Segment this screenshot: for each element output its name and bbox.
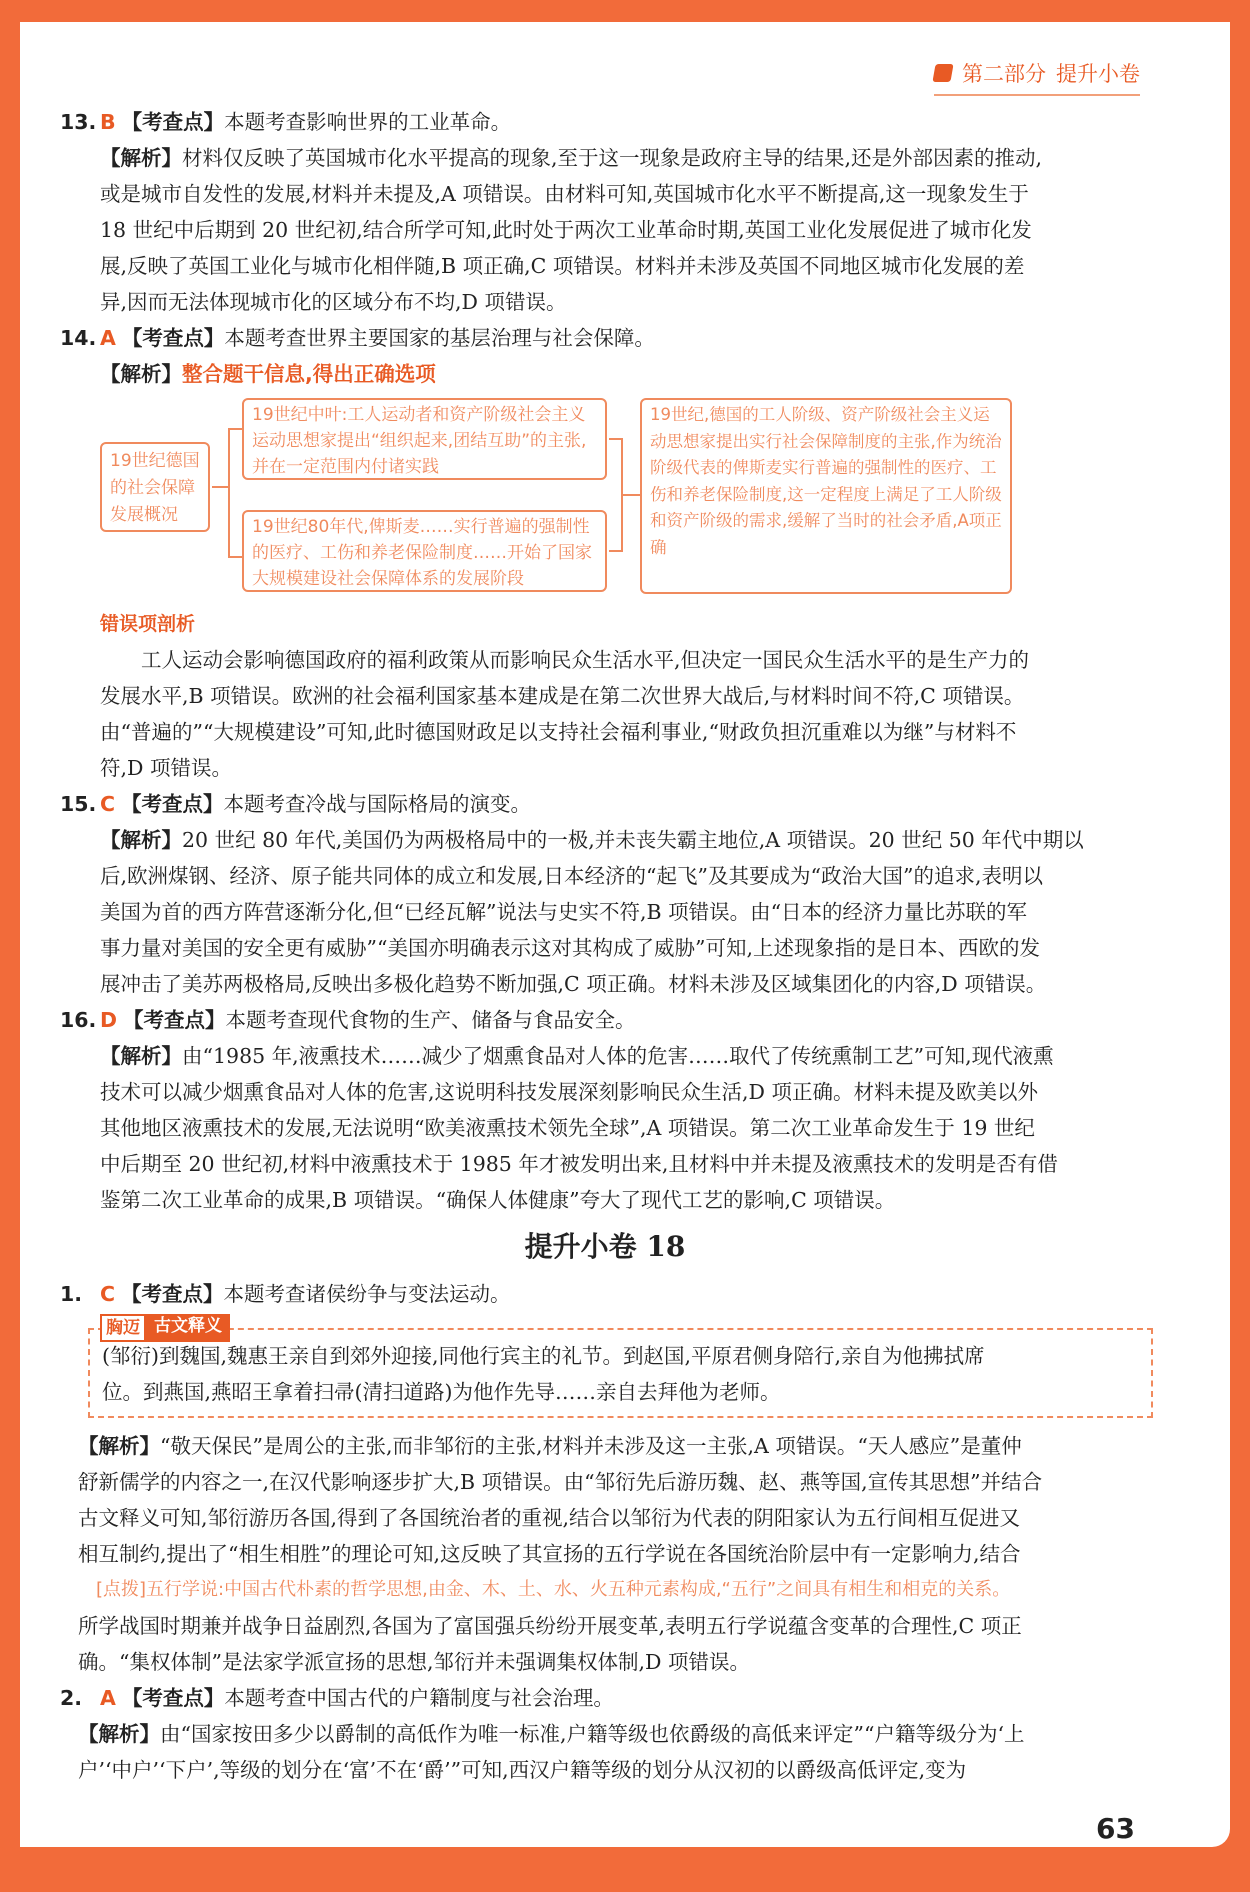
q16-line (60, 1038, 1150, 1074)
gloss-line: (邹衍)到魏国,魏惠王亲自到郊外迎接,同他行宾主的礼节。到赵国,平原君侧身陪行,亲自为他拂拭席 (102, 1344, 985, 1368)
diagram-connector (228, 428, 242, 430)
method-text: 整合题干信息,得出正确选项 (182, 362, 436, 386)
content (60, 104, 1150, 1788)
kp-label: 【考查点】 (121, 110, 225, 134)
answer-letter: B (100, 110, 116, 134)
answer-letter: A (100, 326, 116, 350)
q16-head (60, 1002, 1150, 1038)
kp-label: 【考查点】 (121, 1686, 225, 1710)
header-section: 提升小卷 (1056, 62, 1140, 86)
p1-line: 相互制约,提出了“相生相胜”的理论可知,这反映了其宣扬的五行学说在各国统治阶层中有一定影响力,结合 (78, 1542, 1021, 1566)
gloss-box (88, 1316, 1153, 1418)
q13-line: 18 世纪中后期到 20 世纪初,结合所学可知,此时处于两次工业革命时期,英国工业化发展促进了城市化发 (100, 218, 1032, 242)
p1-line: 古文释义可知,邹衍游历各国,得到了各国统治者的重视,结合以邹衍为代表的阴阳家认为五行间相互促进又 (78, 1506, 1021, 1530)
q14-method (60, 356, 1150, 392)
answer-letter: C (100, 792, 116, 816)
q13-line: 展,反映了英国工业化与城市化相伴随,B 项正确,C 项错误。材料并未涉及英国不同地区城市化发展的差 (100, 254, 1025, 278)
error-analysis-title: 错误项剖析 (100, 613, 196, 635)
q13-line: 或是城市自发性的发展,材料并未提及,A 项错误。由材料可知,英国城市化水平不断提高,这一现象发生于 (100, 182, 1029, 206)
gloss-tag (100, 1314, 230, 1342)
bottom-bar (0, 1858, 1250, 1892)
kp-text: 本题考查冷战与国际格局的演变。 (223, 792, 532, 816)
q15-line (60, 822, 1150, 858)
diagram-connector (609, 438, 621, 440)
q15-head (60, 786, 1150, 822)
kp-text: 本题考查世界主要国家的基层治理与社会保障。 (224, 326, 655, 350)
question-number: 14. (60, 326, 97, 350)
diagram-connector (621, 494, 641, 496)
answer-letter: A (100, 1686, 116, 1710)
q16-line: 中后期至 20 世纪初,材料中液熏技术于 1985 年才被发明出来,且材料中并未提及液熏技术的发明是否有借 (100, 1152, 1058, 1176)
p1-head (60, 1276, 1150, 1312)
page-number: 63 (1096, 1812, 1135, 1845)
q14-head (60, 320, 1150, 356)
analysis-text: 由“国家按田多少以爵制的高低作为唯一标准,户籍等级也依爵级的高低来评定”“户籍等级分为‘上 (160, 1722, 1025, 1746)
q13-line (60, 140, 1150, 176)
section-title: 提升小卷 18 (524, 1230, 686, 1263)
question-number: 13. (60, 110, 97, 134)
header-underline (934, 94, 1140, 96)
q15-line: 展冲击了美苏两极格局,反映出多极化趋势不断加强,C 项正确。材料未涉及区域集团化的内容,D 项错误。 (100, 972, 1047, 996)
diagram-connector (609, 550, 621, 552)
question-number: 16. (60, 1008, 97, 1032)
header-mark-icon (932, 64, 953, 82)
p1-line: 所学战国时期兼并战争日益剧烈,各国为了富国强兵纷纷开展变革,表明五行学说蕴含变革的合理性,C 项正 (78, 1614, 1022, 1638)
analysis-text: “敬天保民”是周公的主张,而非邹衍的主张,材料并未涉及这一主张,A 项错误。“天人感应”是董仲 (160, 1434, 1022, 1458)
diagram-connector (228, 556, 242, 558)
analysis-label: 【解析】 (100, 362, 182, 386)
header-part: 第二部分 (962, 62, 1046, 86)
kp-text: 本题考查影响世界的工业革命。 (224, 110, 512, 134)
diagram-connector (212, 486, 228, 488)
analysis-label: 【解析】 (78, 1722, 160, 1746)
analysis-label: 【解析】 (100, 1044, 182, 1068)
p2-head (60, 1680, 1150, 1716)
gloss-line: 位。到燕国,燕昭王拿着扫帚(清扫道路)为他作先导……亲自去拜他为老师。 (102, 1380, 781, 1404)
q14-error-line: 符,D 项错误。 (100, 756, 232, 780)
diagram-mid-box-2: 19世纪80年代,俾斯麦……实行普遍的强制性的医疗、工伤和养老保险制度……开始了国家大规模建设社会保障体系的发展阶段 (242, 510, 607, 592)
p1-line: 确。“集权体制”是法家学派宣扬的思想,邹衍并未强调集权体制,D 项错误。 (78, 1650, 750, 1674)
question-number: 15. (60, 792, 97, 816)
answer-letter: C (100, 1282, 116, 1306)
kp-text: 本题考查诸侯纷争与变法运动。 (223, 1282, 511, 1306)
q15-line: 事力量对美国的安全更有威胁”“美国亦明确表示这对其构成了威胁”可知,上述现象指的是日本、西欧的发 (100, 936, 1040, 960)
q13-head (60, 104, 1150, 140)
analysis-text: 由“1985 年,液熏技术……减少了烟熏食品对人体的危害……取代了传统熏制工艺”可知,现代液熏 (182, 1044, 1054, 1068)
analysis-label: 【解析】 (100, 828, 182, 852)
q16-line: 技术可以减少烟熏食品对人体的危害,这说明科技发展深刻影响民众生活,D 项正确。材料未提及欧美以外 (100, 1080, 1038, 1104)
p2-line (60, 1716, 1150, 1752)
q15-line: 后,欧洲煤钢、经济、原子能共同体的成立和发展,日本经济的“起飞”及其要成为“政治大国”的追求,表明以 (100, 864, 1043, 888)
question-number: 1. (60, 1282, 83, 1306)
kp-text: 本题考查中国古代的户籍制度与社会治理。 (224, 1686, 614, 1710)
analysis-label: 【解析】 (78, 1434, 160, 1458)
kp-label: 【考查点】 (121, 1282, 224, 1306)
kp-label: 【考查点】 (121, 792, 224, 816)
diagram-right-box: 19世纪,德国的工人阶级、资产阶级社会主义运动思想家提出实行社会保障制度的主张,作为统治阶级代表的俾斯麦实行普遍的强制性的医疗、工伤和养老保险制度,这一定程度上满足了工人阶级和资产阶级的需求,缓解了当时的社会矛盾,A项正确 (640, 398, 1012, 594)
analysis-text: 20 世纪 80 年代,美国仍为两极格局中的一极,并未丧失霸主地位,A 项错误。20 世纪 50 年代中期以 (182, 828, 1084, 852)
p2-line: 户’‘中户’‘下户’,等级的划分在‘富’不在‘爵’”可知,西汉户籍等级的划分从汉初的以爵级高低评定,变为 (78, 1758, 967, 1782)
kp-text: 本题考查现代食物的生产、储备与食品安全。 (225, 1008, 636, 1032)
gloss-tag-logo: 胸迈 (100, 1314, 146, 1342)
q14-error-line: 工人运动会影响德国政府的福利政策从而影响民众生活水平,但决定一国民众生活水平的是生产力的 (141, 648, 1030, 672)
analysis-text: 材料仅反映了英国城市化水平提高的现象,至于这一现象是政府主导的结果,还是外部因素的推动, (182, 146, 1043, 170)
q14-error-line: 发展水平,B 项错误。欧洲的社会福利国家基本建成是在第二次世界大战后,与材料时间不符,C 项错误。 (100, 684, 1025, 708)
diagram-left-box: 19世纪德国的社会保障发展概况 (100, 442, 210, 532)
q14-error-line: 由“普遍的”“大规模建设”可知,此时德国财政足以支持社会福利事业,“财政负担沉重难以为继”与材料不 (100, 720, 1017, 744)
question-number: 2. (60, 1686, 83, 1710)
tip-note: [点拨]五行学说:中国古代朴素的哲学思想,由金、木、土、水、火五种元素构成,“五行”之间具有相生和相克的关系。 (96, 1579, 1011, 1600)
diagram-connector (228, 428, 230, 558)
p1-line: 舒新儒学的内容之一,在汉代影响逐步扩大,B 项错误。由“邹衍先后游历魏、赵、燕等国,宣传其思想”并结合 (78, 1470, 1043, 1494)
kp-label: 【考查点】 (123, 1008, 226, 1032)
q14-diagram (60, 398, 1150, 598)
q13-line: 异,因而无法体现城市化的区域分布不均,D 项错误。 (100, 290, 567, 314)
p1-line (60, 1428, 1150, 1464)
q16-line: 其他地区液熏技术的发展,无法说明“欧美液熏技术领先全球”,A 项错误。第二次工业革命发生于 19 世纪 (100, 1116, 1035, 1140)
q16-line: 鉴第二次工业革命的成果,B 项错误。“确保人体健康”夸大了现代工艺的影响,C 项错误。 (100, 1188, 896, 1212)
page-header (934, 58, 1140, 88)
diagram-mid-box-1: 19世纪中叶:工人运动者和资产阶级社会主义运动思想家提出“组织起来,团结互助”的主张,并在一定范围内付诸实践 (242, 398, 607, 480)
answer-letter: D (100, 1008, 118, 1032)
kp-label: 【考查点】 (121, 326, 225, 350)
analysis-label: 【解析】 (100, 146, 182, 170)
gloss-tag-title: 古文释义 (146, 1314, 230, 1342)
q15-line: 美国为首的西方阵营逐渐分化,但“已经瓦解”说法与史实不符,B 项错误。由“日本的经济力量比苏联的军 (100, 900, 1028, 924)
